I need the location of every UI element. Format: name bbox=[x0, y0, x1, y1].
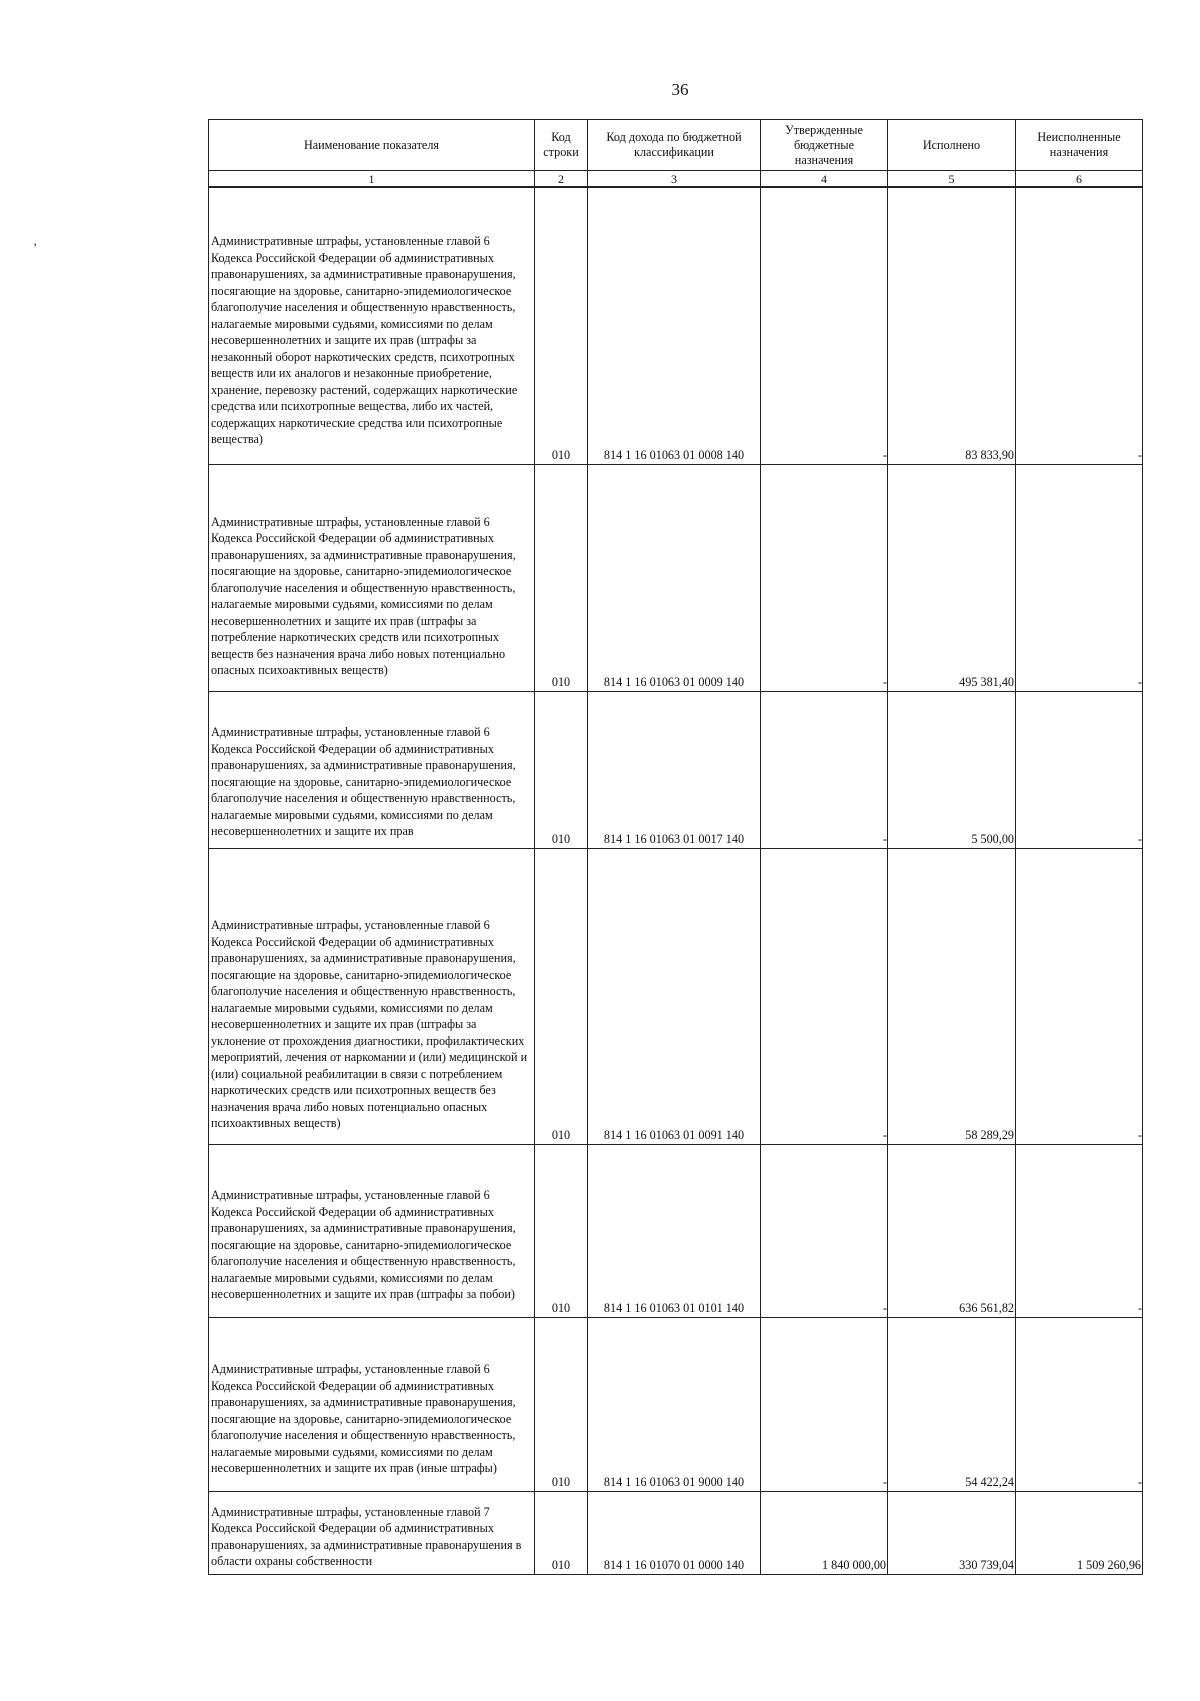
row-approved: - bbox=[761, 691, 888, 848]
row-indicator-name: Административные штрафы, установленные главой 7 Кодекса Российской Федерации об административных правонарушениях, за административные правонарушения в области охраны собственности bbox=[209, 1491, 535, 1574]
column-number: 6 bbox=[1016, 171, 1143, 188]
row-line-code: 010 bbox=[535, 691, 588, 848]
row-indicator-name: Административные штрафы, установленные главой 6 Кодекса Российской Федерации об административных правонарушениях, за административные правонарушения, посягающие на здоровье, санитарно-эпидемиологическое благополучие населения и общественную нравственность, налагаемые мировыми судьями, комиссиями по делам несовершеннолетних и защите их прав (штрафы за уклонение от прохождения диагностики, профилактических мероприятий, лечения от наркомании и (или) медицинской и (или) социальной реабилитации в связи с потреблением наркотических средств или психотропных веществ без назначения врача либо новых потенциально опасных психоактивных веществ) bbox=[209, 848, 535, 1144]
row-line-code: 010 bbox=[535, 1317, 588, 1491]
table-row bbox=[209, 1491, 1143, 1574]
row-unexecuted: - bbox=[1016, 1144, 1143, 1317]
header-approved: Утвержденные бюджетные назначения bbox=[761, 120, 888, 171]
header-line-code: Код строки bbox=[535, 120, 588, 171]
table-row bbox=[209, 464, 1143, 691]
header-unexecuted: Неисполненные назначения bbox=[1016, 120, 1143, 171]
table-row bbox=[209, 1144, 1143, 1317]
row-indicator-name: Административные штрафы, установленные главой 6 Кодекса Российской Федерации об административных правонарушениях, за административные правонарушения, посягающие на здоровье, санитарно-эпидемиологическое благополучие населения и общественную нравственность, налагаемые мировыми судьями, комиссиями по делам несовершеннолетних и защите их прав (штрафы за незаконный оборот наркотических средств, психотропных веществ или их аналогов и незаконные приобретение, хранение, перевозку растений, содержащих наркотические средства или психотропные вещества, либо их частей, содержащих наркотические средства или психотропные вещества) bbox=[209, 187, 535, 464]
row-line-code: 010 bbox=[535, 1144, 588, 1317]
row-income-code: 814 1 16 01063 01 0017 140 bbox=[588, 691, 761, 848]
row-approved: - bbox=[761, 464, 888, 691]
table-row bbox=[209, 691, 1143, 848]
column-number: 3 bbox=[588, 171, 761, 188]
row-approved: - bbox=[761, 1144, 888, 1317]
row-income-code: 814 1 16 01063 01 0009 140 bbox=[588, 464, 761, 691]
row-unexecuted: - bbox=[1016, 1317, 1143, 1491]
row-executed: 495 381,40 bbox=[888, 464, 1016, 691]
row-income-code: 814 1 16 01063 01 9000 140 bbox=[588, 1317, 761, 1491]
row-approved: 1 840 000,00 bbox=[761, 1491, 888, 1574]
table-header-row bbox=[209, 120, 1143, 171]
column-number: 5 bbox=[888, 171, 1016, 188]
row-approved: - bbox=[761, 848, 888, 1144]
row-unexecuted: - bbox=[1016, 187, 1143, 464]
row-indicator-name: Административные штрафы, установленные главой 6 Кодекса Российской Федерации об административных правонарушениях, за административные правонарушения, посягающие на здоровье, санитарно-эпидемиологическое благополучие населения и общественную нравственность, налагаемые мировыми судьями, комиссиями по делам несовершеннолетних и защите их прав (штрафы за побои) bbox=[209, 1144, 535, 1317]
row-unexecuted: 1 509 260,96 bbox=[1016, 1491, 1143, 1574]
row-unexecuted: - bbox=[1016, 464, 1143, 691]
row-unexecuted: - bbox=[1016, 691, 1143, 848]
header-executed: Исполнено bbox=[888, 120, 1016, 171]
column-number: 2 bbox=[535, 171, 588, 188]
row-line-code: 010 bbox=[535, 1491, 588, 1574]
row-indicator-name: Административные штрафы, установленные главой 6 Кодекса Российской Федерации об административных правонарушениях, за административные правонарушения, посягающие на здоровье, санитарно-эпидемиологическое благополучие населения и общественную нравственность, налагаемые мировыми судьями, комиссиями по делам несовершеннолетних и защите их прав bbox=[209, 691, 535, 848]
row-approved: - bbox=[761, 1317, 888, 1491]
row-executed: 5 500,00 bbox=[888, 691, 1016, 848]
row-line-code: 010 bbox=[535, 464, 588, 691]
row-income-code: 814 1 16 01063 01 0091 140 bbox=[588, 848, 761, 1144]
row-line-code: 010 bbox=[535, 187, 588, 464]
stray-mark: ’ bbox=[33, 240, 37, 254]
column-number: 1 bbox=[209, 171, 535, 188]
row-executed: 330 739,04 bbox=[888, 1491, 1016, 1574]
row-income-code: 814 1 16 01063 01 0008 140 bbox=[588, 187, 761, 464]
row-indicator-name: Административные штрафы, установленные главой 6 Кодекса Российской Федерации об административных правонарушениях, за административные правонарушения, посягающие на здоровье, санитарно-эпидемиологическое благополучие населения и общественную нравственность, налагаемые мировыми судьями, комиссиями по делам несовершеннолетних и защите их прав (иные штрафы) bbox=[209, 1317, 535, 1491]
column-number: 4 bbox=[761, 171, 888, 188]
row-executed: 58 289,29 bbox=[888, 848, 1016, 1144]
row-executed: 54 422,24 bbox=[888, 1317, 1016, 1491]
table-row bbox=[209, 187, 1143, 464]
income-report-table bbox=[208, 119, 1143, 1575]
page-number: 36 bbox=[671, 80, 689, 99]
row-income-code: 814 1 16 01070 01 0000 140 bbox=[588, 1491, 761, 1574]
row-income-code: 814 1 16 01063 01 0101 140 bbox=[588, 1144, 761, 1317]
row-approved: - bbox=[761, 187, 888, 464]
header-indicator-name: Наименование показателя bbox=[209, 120, 535, 171]
table-row bbox=[209, 1317, 1143, 1491]
header-income-code: Код дохода по бюджетной классификации bbox=[588, 120, 761, 171]
row-executed: 83 833,90 bbox=[888, 187, 1016, 464]
row-executed: 636 561,82 bbox=[888, 1144, 1016, 1317]
column-number-row bbox=[209, 171, 1143, 188]
row-indicator-name: Административные штрафы, установленные главой 6 Кодекса Российской Федерации об административных правонарушениях, за административные правонарушения, посягающие на здоровье, санитарно-эпидемиологическое благополучие населения и общественную нравственность, налагаемые мировыми судьями, комиссиями по делам несовершеннолетних и защите их прав (штрафы за потребление наркотических средств или психотропных веществ без назначения врача либо новых потенциально опасных психоактивных веществ) bbox=[209, 464, 535, 691]
row-unexecuted: - bbox=[1016, 848, 1143, 1144]
row-line-code: 010 bbox=[535, 848, 588, 1144]
table-row bbox=[209, 848, 1143, 1144]
